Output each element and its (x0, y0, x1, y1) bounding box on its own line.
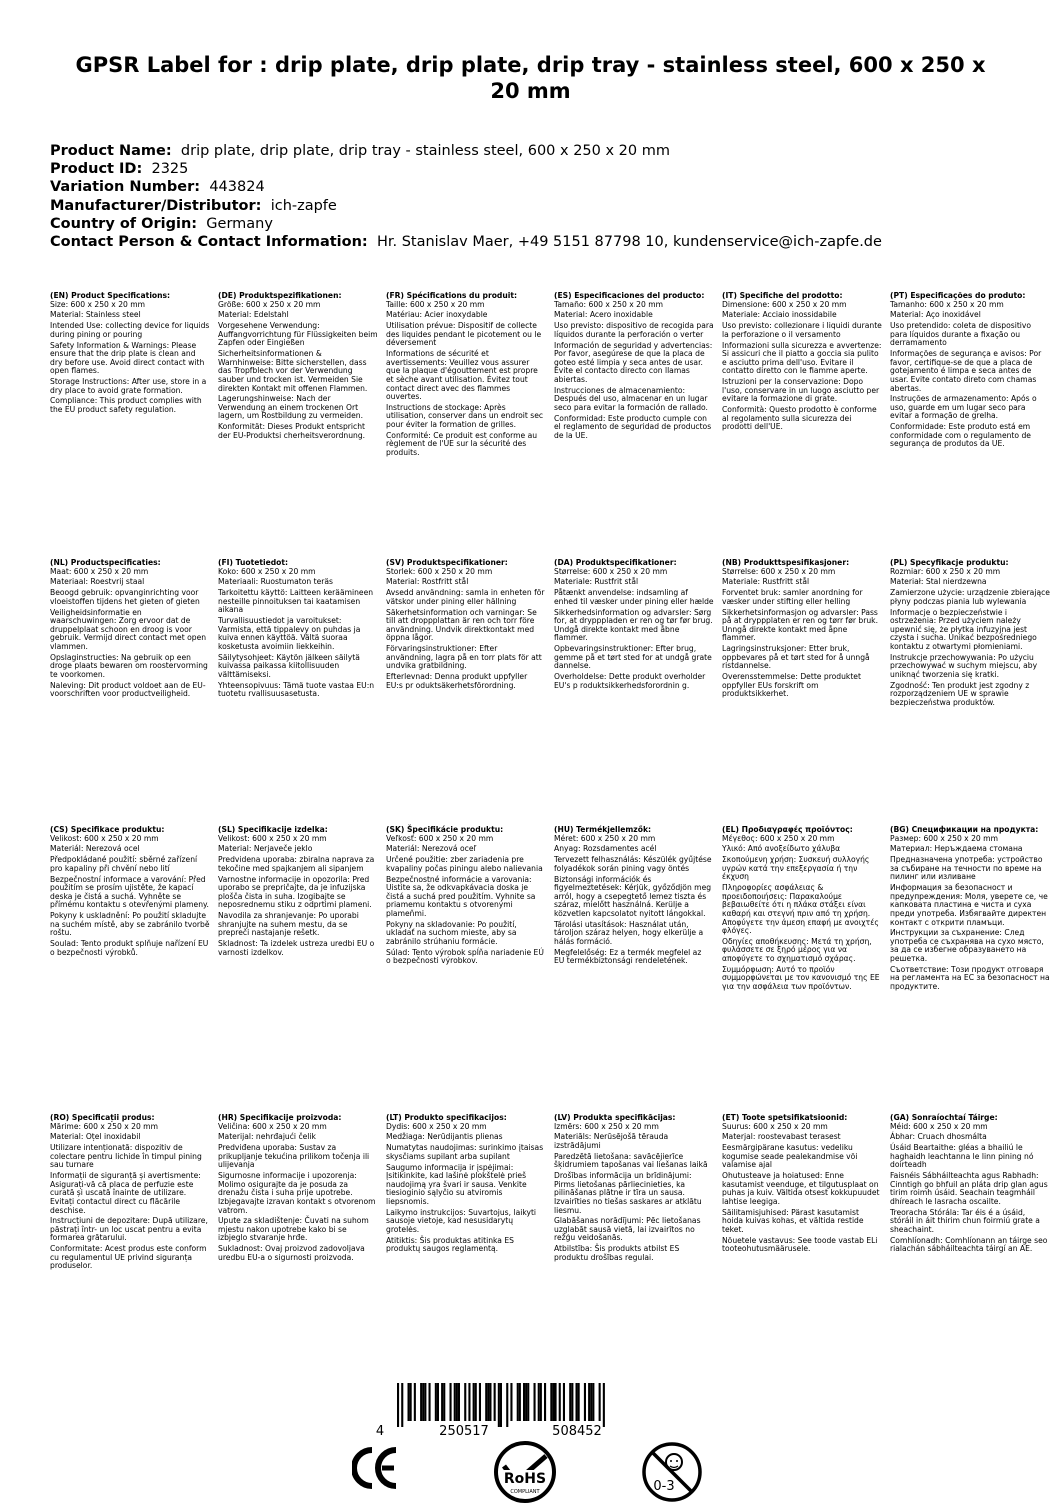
barcode-bar (527, 1383, 529, 1421)
spec-line: Varnostne informacije in opozorila: Pred uporabo se prepričajte, da je infuzijska plošča čista in suha. Izogibajte se neposrednemu stiku z odprtimi plameni. (218, 874, 372, 910)
spec-line: Storage Instructions: After use, store in a dry place to avoid grate formation. (50, 377, 207, 395)
spec-line: Materiał: Stal nierdzewna (890, 577, 987, 587)
spec-heading: (ES) Especificaciones del producto: (554, 291, 705, 300)
spec-line: Storlek: 600 x 250 x 20 mm (386, 566, 493, 576)
spec-line: Pokyny k uskladnění: Po použití skladujte na suchém místě, aby se zabránilo tvorbě roštu. (50, 911, 210, 938)
spec-line: Размер: 600 x 250 x 20 mm (890, 833, 998, 843)
meta-row (50, 178, 1030, 196)
barcode-bar (588, 1383, 590, 1421)
spec-line: Faisnéis Sábháilteachta agus Rabhadh: Cinntigh go bhfuil an pláta drip glan agus tirim roimh úsáid. Seachain teagmháil dhíreach le lasracha oscailte. (890, 1171, 1048, 1206)
barcode-bar (429, 1383, 431, 1421)
spec-line: Drošības informācija un brīdinājumi: Pirms lietošanas pārliecinieties, ka pilināšanas plātne ir tīra un sausa. Izvairīties no tiešas saskares ar atklātu liesmu. (554, 1171, 702, 1215)
barcode-bar (510, 1383, 512, 1421)
meta-row (50, 197, 1030, 215)
spec-line: Atitiktis: Šis produktas atitinka ES produktų saugos reglamentą. (386, 1235, 514, 1254)
rohs-text: RoHS (503, 1471, 547, 1487)
meta-label: Country of Origin: (50, 215, 198, 232)
meta-label: Manufacturer/Distributor: (50, 197, 262, 214)
spec-block (386, 292, 546, 460)
barcode-bar (500, 1383, 502, 1427)
barcode-bar (538, 1383, 540, 1421)
spec-line: Skladnost: Ta izdelek ustreza uredbi EU o varnosti izdelkov. (218, 939, 375, 957)
barcode-bar (397, 1383, 399, 1427)
barcode-bar (420, 1383, 422, 1421)
spec-line: Predviđena uporaba: Sustav za prikupljanje tekućina prilikom točenja ili ulijevanja (218, 1143, 370, 1170)
spec-line: Informazioni sulla sicurezza e avvertenze: Si assicuri che il piatto a goccia sia pulito e asciutto prima dell'uso. Evitare il contatto diretto con le fiamme aperte. (722, 340, 882, 376)
meta-row (50, 160, 1030, 178)
spec-line: Materiaal: Roestvrij staal (50, 577, 145, 587)
spec-line: Overholdelse: Dette produkt overholder EU's p roduktsikkerhedsforordnin g. (554, 672, 706, 690)
spec-line: Bezpečnostní informace a varování: Před použitím se prosím ujistěte, že kapací deska je čistá a suchá. Vyhněte se přímému kontaktu s otevřenými plameny. (50, 874, 209, 910)
spec-heading: (LV) Produkta specifikācijas: (554, 1113, 676, 1122)
barcode-bar (479, 1383, 481, 1421)
spec-line: Förvaringsinstruktioner: Efter användning, lagra på en torr plats för att undvika gratbildning. (386, 644, 542, 671)
barcode-bar (603, 1383, 605, 1427)
spec-line: Vorgesehene Verwendung: Auffangvorrichtung für Flüssigkeiten beim Zapfen oder Eingießen (218, 321, 378, 348)
spec-line: Tervezett felhasználás: Készülék gyűjtése folyadékok során pining vagy öntés (554, 855, 712, 873)
spec-block (722, 826, 882, 994)
meta-row (50, 215, 1030, 233)
spec-line: Soulad: Tento produkt splňuje nařízení EU o bezpečnosti výrobků. (50, 939, 209, 957)
spec-heading: (BG) Спецификации на продукта: (890, 825, 1039, 834)
spec-line: Určené použitie: zber zariadenia pre kvapaliny počas piningu alebo nalievania (386, 855, 543, 873)
spec-heading: (PT) Especificações do produto: (890, 291, 1026, 300)
spec-heading: (EL) Προδιαγραφές προϊόντος: (722, 825, 853, 834)
spec-line: Lagerungshinweise: Nach der Verwendung an einem trockenen Ort lagern, um Rostbildung zu vermeiden. (218, 394, 364, 421)
barcode-bar (473, 1383, 475, 1421)
spec-line: Size: 600 x 250 x 20 mm (50, 299, 146, 309)
age-range-text: 0-3 (653, 1479, 675, 1494)
spec-line: Numatytas naudojimas: surinkimo įtaisas skysčiams supilant arba supilant (386, 1143, 544, 1161)
spec-block (722, 292, 882, 434)
spec-line: Opbevaringsinstruktioner: Efter brug, gemme på et tørt sted for at undgå grate dannelse. (554, 644, 712, 671)
spec-block (50, 559, 210, 701)
barcode-bar (578, 1383, 580, 1421)
barcode-bar (435, 1383, 437, 1421)
spec-line: Beoogd gebruik: opvanginrichting voor vloeistoffen tijdens het gieten of gieten (50, 588, 200, 606)
spec-block (554, 292, 714, 443)
spec-heading: (SK) Špecifikácie produktu: (386, 825, 504, 834)
barcode-bar (552, 1383, 554, 1421)
spec-line: Materiál: Nerezová oceľ (386, 844, 477, 854)
rohs-compliant-icon (490, 1440, 560, 1506)
spec-block (50, 292, 210, 417)
spec-line: Sicherheitsinformationen & Warnhinweise: Bitte sicherstellen, dass das Tropfblech vor der Verwendung sauber und trocken ist. Vermeiden Sie direkten Kontakt mit offenen Flammen. (218, 349, 368, 393)
barcode-bar (506, 1383, 508, 1427)
spec-line: Informations de sécurité et avertissements: Veuillez vous assurer que la plaque d'égouttement est propre et sèche avant utilisation. Évitez tout contact direct avec des flammes ouvertes. (386, 349, 538, 402)
spec-line: Påtænkt anvendelse: indsamling af enhed til væsker under pining eller hælde (554, 588, 714, 606)
product-meta (50, 142, 1030, 251)
spec-block (890, 559, 1050, 710)
spec-line: Utilizare intenționată: dispozitiv de colectare pentru lichide în timpul pining sau turnare (50, 1143, 202, 1170)
spec-line: Съответствие: Този продукт отговаря на регламента на ЕС за безопасност на продуктите. (890, 964, 1050, 992)
meta-value: Hr. Stanislav Maer, +49 5151 87798 10, kundenservice@ich-zapfe.de (376, 234, 882, 251)
spec-line: Opslaginstructies: Na gebruik op een droge plaats bewaren om roostervorming te voorkomen. (50, 652, 208, 679)
spec-line: Dimensione: 600 x 250 x 20 mm (722, 299, 847, 309)
spec-line: Safety Information & Warnings: Please ensure that the drip plate is clean and dry before use. Avoid direct contact with open flames. (50, 340, 205, 376)
spec-block (890, 826, 1050, 994)
meta-label: Contact Person & Contact Information: (50, 234, 368, 251)
spec-line: Conformidade: Este produto está em conformidade com o regulamento de segurança de produtos da UE. (890, 422, 1031, 449)
barcode-bar (534, 1383, 536, 1421)
spec-heading: (ET) Toote spetsifikatsioonid: (722, 1113, 848, 1122)
spec-line: Megfelelőség: Ez a termék megfelel az EU termékbiztonsági rendeletének. (554, 947, 702, 966)
barcode-bar (498, 1383, 500, 1427)
spec-line: Säilitamisjuhised: Pärast kasutamist hoida kuivas kohas, et vältida restide teket. (722, 1207, 864, 1234)
spec-block (386, 826, 546, 968)
spec-line: Anyag: Rozsdamentes acél (554, 844, 657, 854)
spec-line: Material: Aço inoxidável (890, 310, 981, 320)
spec-heading: (CS) Specifikace produktu: (50, 825, 165, 834)
spec-block (218, 1114, 378, 1265)
spec-heading: (GA) Sonraíochtaí Táirge: (890, 1113, 998, 1122)
spec-line: Comhlíonadh: Comhlíonann an táirge seo rialachán sábháilteachta táirgí an AE. (890, 1235, 1048, 1254)
spec-line: Izmērs: 600 x 250 x 20 mm (554, 1121, 659, 1131)
barcode-bar (450, 1383, 452, 1421)
spec-line: Medžiaga: Nerūdijantis plienas (386, 1132, 503, 1142)
spec-line: Informacje o bezpieczeństwie i ostrzeżenia: Przed użyciem należy upewnić się, że płytka infuzyjna jest czysta i sucha. Unikać bezpośredniego kontaktu z otwartymi płomieniami. (890, 607, 1037, 651)
spec-line: Upute za skladištenje: Čuvati na suhom mjestu nakon upotrebe kako bi se izbjeglo stvaranje hrđe. (218, 1216, 369, 1243)
spec-line: Ábhar: Cruach dhosmálta (890, 1132, 987, 1142)
spec-line: Naleving: Dit product voldoet aan de EU-voorschriften voor productveiligheid. (50, 680, 206, 699)
spec-block (554, 826, 714, 968)
spec-line: Matériau: Acier inoxydable (386, 310, 488, 320)
spec-line: Σκοπούμενη χρήση: Συσκευή συλλογής υγρών κατά την επεξεργασία ή την έκχυση (722, 855, 870, 882)
spec-line: Istruzioni per la conservazione: Dopo l'uso, conservare in un luogo asciutto per evitare la formazione di grate. (722, 377, 880, 404)
barcode-bar (464, 1383, 466, 1421)
spec-line: Avsedd användning: samla in enheten för vätskor under pining eller hällning (386, 588, 545, 606)
barcode-bar (559, 1383, 561, 1421)
spec-line: Compliance: This product complies with the EU product safety regulation. (50, 396, 202, 415)
spec-line: Conformité: Ce produit est conforme au règlement de l'UE sur la sécurité des produits. (386, 430, 538, 458)
spec-block (554, 1114, 714, 1265)
barcode-bar (540, 1383, 542, 1421)
spec-line: Maat: 600 x 250 x 20 mm (50, 566, 149, 576)
spec-line: Taille: 600 x 250 x 20 mm (386, 299, 485, 309)
spec-heading: (HU) Termékjellemzők: (554, 825, 652, 834)
meta-value: 2325 (151, 161, 189, 178)
spec-line: Veľkosť: 600 x 250 x 20 mm (386, 833, 494, 843)
spec-line: Συμμόρφωση: Αυτό το προϊόν συμμορφώνεται με τον κανονισμό της ΕΕ για την ασφάλεια των προϊόντων. (722, 964, 880, 992)
spec-line: Nõuetele vastavus: See toode vastab ELi tooteohutusmäärusele. (722, 1235, 878, 1254)
barcode-bar (550, 1383, 552, 1421)
spec-line: Materiaali: Ruostumaton teräs (218, 577, 334, 587)
spec-heading: (NB) Produkttspesifikasjoner: (722, 558, 850, 567)
spec-line: Suurus: 600 x 250 x 20 mm (722, 1121, 828, 1131)
spec-heading: (FR) Spécifications du produit: (386, 291, 518, 300)
barcode-bar (410, 1383, 412, 1421)
spec-heading: (DE) Produktspezifikationen: (218, 291, 342, 300)
barcode-bar (422, 1383, 424, 1421)
spec-block (50, 1114, 210, 1273)
spec-line: Material: Nerjaveče jeklo (218, 844, 313, 854)
barcode-bar (571, 1383, 573, 1421)
barcode-bar (408, 1383, 410, 1421)
spec-line: Información de seguridad y advertencias: Por favor, asegúrese de que la placa de goteo esté limpia y seca antes de usar. Evite el contacto directo con llamas abiertas. (554, 340, 713, 384)
spec-line: Eesmärgipärane kasutus: vedeliku kogumise seade pealekandmise või valamise ajal (722, 1143, 858, 1170)
spec-line: Uso pretendido: coleta de dispositivo para líquidos durante a fixação ou derramamento (890, 321, 1032, 348)
spec-block (722, 559, 882, 701)
spec-line: Úsáid Beartaithe: gléas a bhailiú le haghaidh leachtanna le linn pining nó doirteadh (890, 1143, 1034, 1170)
spec-line: Tamanho: 600 x 250 x 20 mm (890, 299, 1004, 309)
barcode (372, 1383, 622, 1438)
spec-line: Material: Oțel inoxidabil (50, 1132, 141, 1142)
spec-heading: (HR) Specifikacije proizvoda: (218, 1113, 342, 1122)
barcode-bar (555, 1383, 557, 1421)
spec-line: Οδηγίες αποθήκευσης: Μετά τη χρήση, φυλάσσετε σε ξηρό μέρος για να αποφύγετε το σχηματισμό σχάρας. (722, 936, 872, 964)
spec-line: Uso previsto: dispositivo de recogida para líquidos durante la perforación o verter (554, 321, 714, 339)
spec-line: Säilytysohjeet: Käytön jälkeen säilytä kuivassa paikassa kiitollisuuden välttämiseksi. (218, 652, 360, 679)
spec-line: Treoracha Stórála: Tar éis é a úsáid, stóráil in áit thirim chun foirmiú grate a sheachaint. (890, 1207, 1040, 1234)
spec-line: Instrucțiuni de depozitare: După utilizare, păstrați într- un loc uscat pentru a evita formarea grătarului. (50, 1216, 208, 1243)
barcode-bar (468, 1383, 470, 1421)
barcode-digits: 508452 (552, 1424, 602, 1438)
spec-line: Turvallisuustiedot ja varoitukset: Varmista, että tippalevy on puhdas ja kuiva ennen käyttöä. Vältä suoraa kosketusta avoimiin liekkeihin. (218, 616, 361, 651)
spec-line: Laikymo instrukcijos: Suvartojus, laikyti sausoje vietoje, kad nesusidarytų grotelės. (386, 1207, 537, 1234)
spec-line: Material: Stainless steel (50, 310, 141, 320)
barcode-bar (523, 1383, 525, 1421)
spec-line: Conformità: Questo prodotto è conforme al regolamento sulla sicurezza dei prodotti dell'UE. (722, 405, 877, 432)
spec-line: Overensstemmelse: Dette produktet oppfyller EUs forskrift om produktsikkerhet. (722, 672, 861, 699)
spec-block (890, 292, 1050, 451)
spec-line: Tarkoitettu käyttö: Laitteen keräämineen nesteille pinnoituksen tai kaatamisen aikana (218, 588, 374, 615)
barcode-bar (576, 1383, 578, 1421)
spec-line: Tamaño: 600 x 250 x 20 mm (554, 299, 664, 309)
barcode-bar (569, 1383, 571, 1421)
barcode-digits: 4 (375, 1424, 385, 1438)
meta-label: Variation Number: (50, 179, 201, 196)
spec-line: Μέγεθος: 600 x 250 x 20 mm (722, 833, 835, 843)
spec-line: Materiál: Nerezová ocel (50, 844, 140, 854)
barcode-bar (414, 1383, 416, 1421)
spec-line: Mărime: 600 x 250 x 20 mm (50, 1121, 158, 1131)
spec-heading: (PL) Specyfikacje produktu: (890, 558, 1009, 567)
spec-line: Forventet bruk: samler anordning for væsker under stifting eller helling (722, 588, 863, 606)
barcode-bar (517, 1383, 519, 1421)
spec-line: Sikkerhetsinformasjon og advarsler: Pass på at dryppplaten er ren og tørr før bruk. Unngå direkte kontakt med åpne flammer. (722, 607, 878, 643)
barcode-digits: 250517 (439, 1424, 489, 1438)
barcode-bar (456, 1383, 458, 1421)
spec-line: Sukladnost: Ovaj proizvod zadovoljava uredbu EU-a o sigurnosti proizvoda. (218, 1244, 365, 1262)
spec-line: Informações de segurança e avisos: Por favor, certifique-se de que a placa de gotejamento é limpa e seca antes de usar. Evite contato direto com chamas abertas. (890, 349, 1042, 393)
barcode-bar (401, 1383, 403, 1427)
spec-line: Sigurnosne informacije i upozorenja: Molimo osigurajte da je posuda za drenažu čista i suha prije upotrebe. Izbjegavajte izravan kontakt s otvorenom vatrom. (218, 1171, 376, 1215)
spec-heading: (RO) Specificații produs: (50, 1113, 155, 1122)
spec-heading: (NL) Productspecificaties: (50, 558, 161, 567)
spec-line: Veiligheidsinformatie en waarschuwingen: Zorg ervoor dat de druppelplaat schoon en droog is voor gebruik. Vermijd direct contact met open vlammen. (50, 607, 207, 651)
spec-line: Materiale: Rustfrit stål (554, 577, 639, 587)
ce-mark-icon (352, 1440, 398, 1506)
spec-line: Konformität: Dieses Produkt entspricht der EU-Produktsi cherheitsverordnung. (218, 422, 366, 440)
spec-line: Instrukcje przechowywania: Po użyciu przechowywać w suchym miejscu, aby uniknąć tworzenia się kratki. (890, 652, 1038, 679)
spec-line: Utilisation prévue: Dispositif de collecte des liquides pendant le picotement ou le déversement (386, 321, 542, 348)
meta-row (50, 142, 1030, 160)
spec-line: Material: Edelstahl (218, 310, 289, 320)
spec-line: Informații de siguranță și avertismente: Asigurați-vă că placa de perfuzie este curată și uscată înainte de utilizare. Evitați contactul direct cu flăcările deschise. (50, 1171, 201, 1215)
spec-line: Glabāšanas norādījumi: Pēc lietošanas uzglabāt sausā vietā, lai izvairītos no režģu veidošanās. (554, 1216, 701, 1243)
spec-line: Paredzētā lietošana: savācējierīce šķidrumiem tapošanas vai liešanas laikā (554, 1151, 708, 1170)
spec-block (218, 826, 378, 959)
spec-line: Størrelse: 600 x 250 x 20 mm (554, 566, 668, 576)
spec-block (386, 1114, 546, 1256)
spec-heading: (FI) Tuotetiedot: (218, 558, 289, 567)
barcode-bar (544, 1383, 546, 1421)
spec-line: Intended Use: collecting device for liquids during pining or pouring (50, 321, 210, 339)
meta-row (50, 233, 1030, 251)
spec-line: Инструкции за съхранение: След употреба се съхранява на сухо място, за да се избегне образуването на решетка. (890, 928, 1044, 964)
spec-line: Conformitate: Acest produs este conform cu regulamentul UE privind siguranța produselor. (50, 1244, 207, 1271)
spec-block (554, 559, 714, 692)
spec-line: Materiale: Acciaio inossidabile (722, 310, 837, 320)
spec-line: Veličina: 600 x 250 x 20 mm (218, 1121, 327, 1131)
barcode-bar (475, 1383, 477, 1421)
spec-block (218, 559, 378, 701)
spec-line: Материал: Неръждаема стомана (890, 844, 1023, 854)
meta-value: drip plate, drip plate, drip tray - stainless steel, 600 x 250 x 20 mm (180, 143, 670, 159)
spec-line: Bezpečnostné informácie a varovania: Uistite sa, že odkvapkávacia doska je čistá a suchá pred použitím. Vyhnite sa priamemu kontaktu s otvorenými plameňmi. (386, 874, 536, 918)
spec-line: Instruções de armazenamento: Após o uso, guarde em um lugar seco para evitar a formação de grelha. (890, 394, 1037, 421)
barcode-bar (525, 1383, 527, 1421)
spec-line: Predvidena uporaba: zbiralna naprava za tekočine med spajkanjem ali sipanjem (218, 855, 375, 873)
spec-block (386, 559, 546, 692)
spec-line: Zamierzone użycie: urządzenie zbierające płyny podczas piania lub wylewania (890, 588, 1050, 606)
spec-line: Conformidad: Este producto cumple con el reglamento de seguridad de productos de la UE. (554, 413, 712, 440)
spec-line: Navodila za shranjevanje: Po uporabi shranjujte na suhem mestu, da se prepreči nastajanje rešetk. (218, 911, 359, 938)
spec-line: Méid: 600 x 250 x 20 mm (890, 1121, 988, 1131)
meta-label: Product ID: (50, 161, 143, 178)
barcode-bar (584, 1383, 586, 1421)
barcode-bar (592, 1383, 594, 1421)
spec-line: Информация за безопасност и предупреждения: Моля, уверете се, че капковата пластина е чиста и суха преди употреба. Избягвайте директен контакт с открити пламъци. (890, 883, 1048, 927)
spec-heading: (DA) Produktspecifikationer: (554, 558, 677, 567)
spec-line: Velikost: 600 x 250 x 20 mm (50, 833, 159, 843)
spec-line: Rozmiar: 600 x 250 x 20 mm (890, 566, 1001, 576)
spec-line: Material: Acero inoxidable (554, 310, 653, 320)
spec-line: Tárolási utasítások: Használat után, tároljon száraz helyen, hogy elkerülje a hálás formáció. (554, 919, 704, 946)
meta-value: ich-zapfe (270, 197, 337, 214)
spec-line: Méret: 600 x 250 x 20 mm (554, 833, 656, 843)
meta-value: Germany (206, 215, 273, 232)
spec-heading: (IT) Specifiche del prodotto: (722, 291, 843, 300)
meta-value: 443824 (209, 179, 265, 196)
spec-line: Materiale: Rustfritt stål (722, 577, 810, 587)
spec-line: Pokyny na skladovanie: Po použití, ukladať na suchom mieste, aby sa zabránilo strúhaniu formácie. (386, 919, 517, 946)
spec-line: Atbilstība: Šis produkts atbilst ES produktu drošības regulai. (554, 1244, 680, 1262)
spec-line: Materiāls: Nerūsējošā tērauda izstrādājumi (554, 1132, 669, 1150)
barcode-bar (599, 1383, 601, 1421)
barcode-bar (563, 1383, 565, 1421)
spec-line: Súlad: Tento výrobok spĺňa nariadenie EÚ o bezpečnosti výrobkov. (386, 947, 544, 966)
page-title: GPSR Label for : drip plate, drip plate, drip tray - stainless steel, 600 x 250 x 20 mm (75, 53, 986, 103)
barcode-bar (485, 1383, 487, 1421)
spec-heading: (EN) Product Specifications: (50, 291, 171, 300)
spec-line: Ohutusteave ja hoiatused: Enne kasutamist veenduge, et tilgutusplaat on puhas ja kuiv. Vältida otsest kokkupuudet lahtise leegiga. (722, 1171, 880, 1206)
barcode-bar (487, 1383, 489, 1421)
spec-line: Efterlevnad: Denna produkt uppfyller EU:s pr oduktsäkerhetsförordning. (386, 672, 528, 690)
spec-line: Zgodność: Ten produkt jest zgodny z rozporządzeniem UE w sprawie bezpieczeństwa produktów. (890, 680, 1030, 707)
spec-heading: (SL) Specifikacije izdelka: (218, 825, 328, 834)
spec-line: Πληροφορίες ασφάλειας & προειδοποιήσεις: Παρακαλούμε βεβαιωθείτε ότι η πλάκα στάξει είναι καθαρή και στεγνή πριν από τη χρήση. Αποφύγετε την άμεση επαφή με ανοιχτές φλόγες. (722, 883, 879, 936)
spec-line: Material: Rostfritt stål (386, 577, 469, 587)
spec-line: Uso previsto: collezionare i liquidi durante la perforazione o il versamento (722, 321, 882, 339)
spec-block (218, 292, 378, 443)
barcode-bar (494, 1383, 496, 1421)
barcode-bar (489, 1383, 491, 1421)
age-warning-icon (640, 1440, 704, 1506)
spec-line: Saugumo informacija ir įspėjimai: Įsitikinkite, kad lašinė plokštelė prieš naudojimą yra švari ir sausa. Venkite tiesioginio sąlyčio su atviromis liepsnomis. (386, 1162, 527, 1206)
spec-line: Materijal: nehrđajući čelik (218, 1132, 316, 1142)
spec-line: Předpokládané použití: sběrné zařízení pro kapaliny při chvění nebo lití (50, 855, 198, 873)
spec-line: Yhteensopivuus: Tämä tuote vastaa EU:n tuotetu rvallisuusasetusta. (218, 680, 375, 699)
spec-block (890, 1114, 1050, 1256)
spec-block (50, 826, 210, 959)
spec-line: Instructions de stockage: Après utilisation, conserver dans un endroit sec pour éviter la formation de grilles. (386, 402, 544, 430)
spec-line: Größe: 600 x 250 x 20 mm (218, 299, 321, 309)
spec-line: Størrelse: 600 x 250 x 20 mm (722, 566, 836, 576)
barcode-bar (590, 1383, 592, 1421)
spec-line: Koko: 600 x 250 x 20 mm (218, 566, 316, 576)
spec-line: Instrucciones de almacenamiento: Después del uso, almacenar en un lugar seco para evitar la formación de rallado. (554, 385, 708, 412)
barcode-bar (441, 1383, 443, 1421)
spec-line: Velikost: 600 x 250 x 20 mm (218, 833, 327, 843)
barcode-bar (454, 1383, 456, 1421)
spec-heading: (SV) Produktspecifikationer: (386, 558, 508, 567)
spec-line: Υλικό: Από ανοξείδωτο χάλυβα (722, 844, 841, 854)
barcode-bar (424, 1383, 426, 1421)
spec-line: Säkerhetsinformation och varningar: Se till att droppplattan är ren och torr före användning. Undvik direktkontakt med öppna lågor. (386, 607, 537, 643)
spec-line: Dydis: 600 x 250 x 20 mm (386, 1121, 487, 1131)
barcode-bar (443, 1383, 445, 1421)
barcode-bar (437, 1383, 439, 1421)
barcode-bar (519, 1383, 521, 1421)
spec-block (722, 1114, 882, 1256)
spec-line: Sikkerhedsinformation og advarsler: Sørg for, at drypppladen er ren og tør før brug. Undgå direkte kontakt med åbne flammer. (554, 607, 713, 643)
meta-label: Product Name: (50, 143, 172, 159)
spec-heading: (LT) Produkto specifikacijos: (386, 1113, 507, 1122)
spec-line: Materjal: roostevabast terasest (722, 1132, 841, 1142)
spec-line: Biztonsági információk és figyelmeztetések: Kérjük, győződjön meg arról, hogy a csepegtető lemez tiszta és száraz, mielőtt használná. Kerülje a közvetlen kapcsolatot nyitott lángokkal. (554, 874, 712, 918)
rohs-sub-text: COMPLIANT (510, 1489, 540, 1495)
spec-line: Предназначена употреба: устройство за събиране на течности по време на пилинг или изливане (890, 855, 1043, 882)
spec-line: Lagringsinstruksjoner: Etter bruk, oppbevares på et tørt sted for å unngå ristdannelse. (722, 644, 870, 671)
barcode-bar (458, 1383, 460, 1421)
